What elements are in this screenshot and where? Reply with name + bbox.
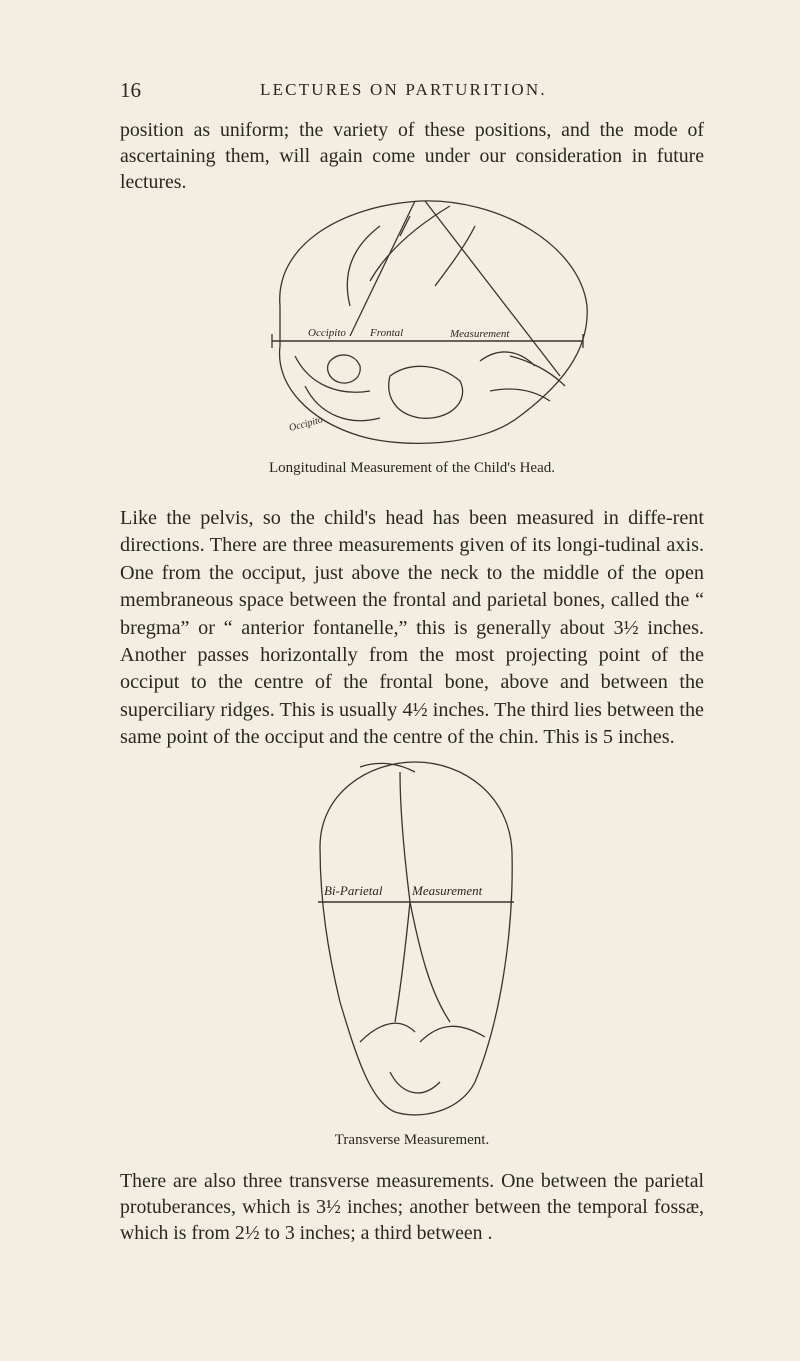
caption-longitudinal: Longitudinal Measurement of the Child's Head. xyxy=(269,460,555,476)
label-biparietal: Bi-Parietal xyxy=(324,883,383,898)
page-number: 16 xyxy=(120,78,141,102)
paragraph-intro: position as uniform; the variety of these positions, and the mode of ascertaining them, will again come under our consideration in future lectures. xyxy=(120,119,704,193)
label-occipito: Occipito xyxy=(308,327,346,339)
paragraph-longitudinal: Like the pelvis, so the child's head has been measured in diffe-rent directions. There are three measurements given of its longi-tudinal axis. One from the occiput, just above the neck to the middle of the open membraneous space between the frontal and parietal bones, called the “ bregma” or “ anterior fontanelle,” this is generally about 3½ inches. Another passes horizontally from the most projecting point of the occiput to the centre of the frontal bone, above and between the superciliary ridges. This is usually 4½ inches. The third lies between the same point of the occiput and the centre of the chin. This is 5 inches. xyxy=(120,507,704,749)
label-transverse-measurement: Measurement xyxy=(412,883,483,898)
longitudinal-head-figure xyxy=(250,186,600,456)
page-header xyxy=(120,78,720,108)
paragraph-transverse: There are also three transverse measurements. One between the parietal protuberances, which is 3½ inches; another between the temporal fossæ, which is from 2½ to 3 inches; a third between . xyxy=(120,1170,704,1244)
label-occipito-lower: Occipito xyxy=(287,414,325,434)
skull-outline-transverse xyxy=(320,762,512,1115)
transverse-head-figure xyxy=(300,752,530,1127)
label-frontal: Frontal xyxy=(370,327,404,339)
running-title: LECTURES ON PARTURITION. xyxy=(260,80,547,99)
skull-outline xyxy=(280,201,588,444)
label-measurement: Measurement xyxy=(450,328,510,340)
caption-transverse: Transverse Measurement. xyxy=(334,1132,490,1148)
